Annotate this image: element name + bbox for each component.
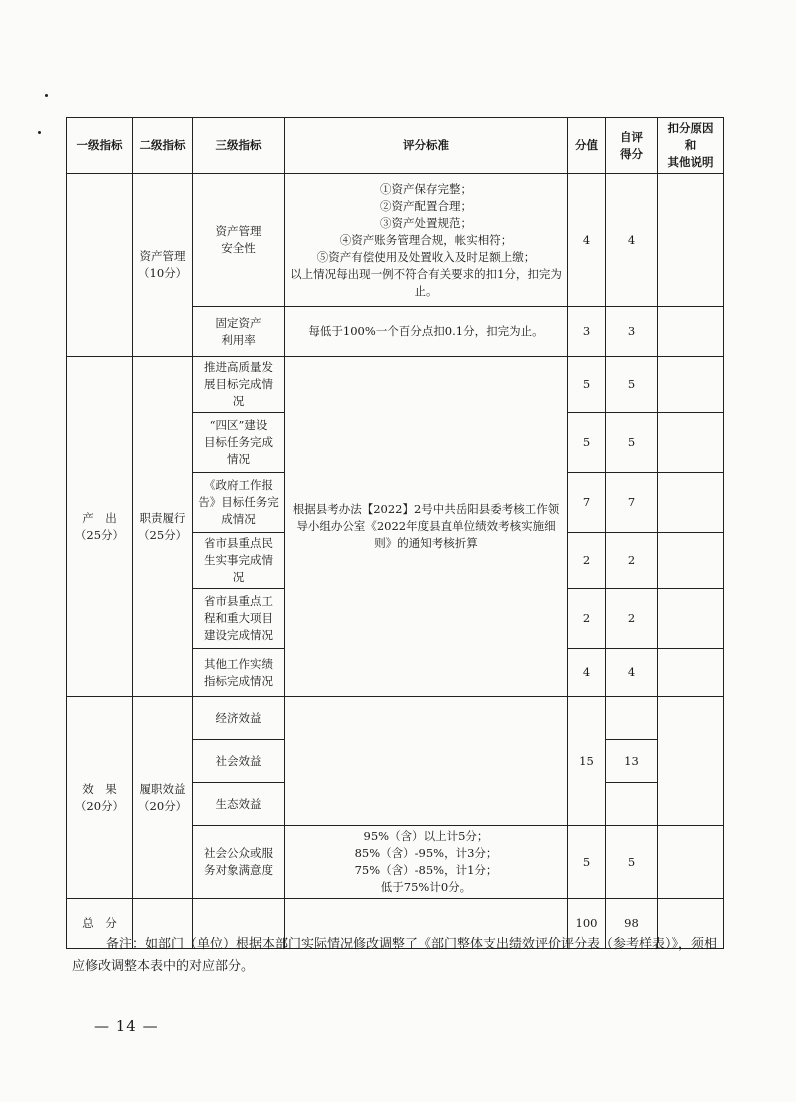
level2-cell: 职责履行 （25分） (133, 357, 193, 697)
level3-cell: 省市县重点民 生实事完成情 况 (193, 533, 285, 589)
header-remarks: 扣分原因和 其他说明 (658, 118, 724, 174)
level3-cell: “四区”建设 目标任务完成 情况 (193, 413, 285, 473)
header-self-score: 自评 得分 (606, 118, 658, 174)
remarks-cell (658, 307, 724, 357)
level3-cell: 其他工作实绩 指标完成情况 (193, 649, 285, 697)
header-criteria: 评分标准 (285, 118, 568, 174)
score-cell: 4 (568, 649, 606, 697)
header-row (67, 118, 724, 174)
level3-cell: 生态效益 (193, 783, 285, 826)
self-score-cell: 13 (606, 740, 658, 783)
criteria-cell: 根据县考办法【2022】2号中共岳阳县委考核工作领导小组办公室《2022年度县直单位绩效考核实施细则》的通知考核折算 (285, 357, 568, 697)
self-score-cell: 4 (606, 174, 658, 307)
score-cell: 2 (568, 589, 606, 649)
criteria-cell: 每低于100%一个百分点扣0.1分，扣完为止。 (285, 307, 568, 357)
score-cell: 15 (568, 697, 606, 826)
score-cell: 7 (568, 473, 606, 533)
remarks-cell (658, 589, 724, 649)
table-row (67, 357, 724, 413)
remarks-cell (658, 357, 724, 413)
score-cell: 2 (568, 533, 606, 589)
remarks-cell (658, 697, 724, 826)
remarks-cell (658, 649, 724, 697)
level2-cell: 履职效益 （20分） (133, 697, 193, 899)
scan-speck-top (45, 94, 48, 97)
remarks-cell (658, 826, 724, 899)
level1-cell: 产 出 （25分） (67, 357, 133, 697)
level2-cell: 资产管理 （10分） (133, 174, 193, 357)
level1-cell: 效 果 （20分） (67, 697, 133, 899)
criteria-cell (285, 697, 568, 826)
remarks-cell (658, 533, 724, 589)
score-cell: 3 (568, 307, 606, 357)
score-cell: 5 (568, 413, 606, 473)
remarks-cell (658, 174, 724, 307)
level1-cell (67, 174, 133, 357)
header-level3: 三级指标 (193, 118, 285, 174)
total-label: 总 分 (67, 899, 133, 949)
remarks-cell (658, 413, 724, 473)
level3-cell: 社会效益 (193, 740, 285, 783)
score-cell: 5 (568, 357, 606, 413)
footnote: 备注：如部门（单位）根据本部门实际情况修改调整了《部门整体支出绩效评价评分表（参考样表）》，须相应修改调整本表中的对应部分。 (72, 937, 718, 974)
self-score-cell: 7 (606, 473, 658, 533)
self-score-cell (606, 783, 658, 826)
score-table (66, 117, 724, 949)
score-cell: 4 (568, 174, 606, 307)
self-score-cell: 2 (606, 533, 658, 589)
total-score: 100 (568, 899, 606, 949)
self-score-cell: 5 (606, 357, 658, 413)
level3-cell: 固定资产 利用率 (193, 307, 285, 357)
self-score-cell: 3 (606, 307, 658, 357)
self-score-cell: 5 (606, 826, 658, 899)
header-level2: 二级指标 (133, 118, 193, 174)
header-score: 分值 (568, 118, 606, 174)
header-level1: 一级指标 (67, 118, 133, 174)
scan-speck-left (38, 131, 41, 134)
total-self-score: 98 (606, 899, 658, 949)
level3-cell: 推进高质量发 展目标完成情 况 (193, 357, 285, 413)
level3-cell: 经济效益 (193, 697, 285, 740)
self-score-cell (606, 697, 658, 740)
level3-cell: 社会公众或服 务对象满意度 (193, 826, 285, 899)
level3-cell: 省市县重点工 程和重大项目 建设完成情况 (193, 589, 285, 649)
page-number: — 14 — (94, 1017, 159, 1035)
level3-cell: 《政府工作报 告》目标任务完 成情况 (193, 473, 285, 533)
remarks-cell (658, 473, 724, 533)
table-row (67, 697, 724, 740)
criteria-cell: 95%（含）以上计5分； 85%（含）-95%，计3分； 75%（含）-85%，计1分； 低于75%计0分。 (285, 826, 568, 899)
self-score-cell: 4 (606, 649, 658, 697)
self-score-cell: 2 (606, 589, 658, 649)
criteria-cell: ①资产保存完整； ②资产配置合理； ③资产处置规范； ④资产账务管理合规，帐实相符； ⑤资产有偿使用及处置收入及时足额上缴； 以上情况每出现一例不符合有关要求的扣1分，扣完为止。 (285, 174, 568, 307)
table-row (67, 174, 724, 307)
self-score-cell: 5 (606, 413, 658, 473)
score-cell: 5 (568, 826, 606, 899)
level3-cell: 资产管理 安全性 (193, 174, 285, 307)
